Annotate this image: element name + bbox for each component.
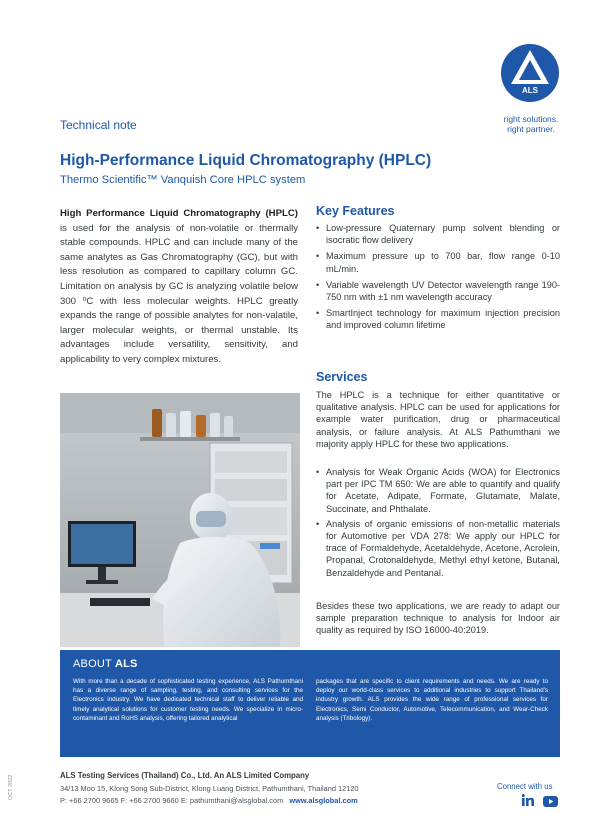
key-features-list xyxy=(316,222,560,335)
linkedin-icon[interactable] xyxy=(521,793,535,805)
connect-label: Connect with us xyxy=(497,782,553,791)
services-heading: Services xyxy=(316,370,368,384)
about-title-bold: ALS xyxy=(114,658,138,670)
tagline-line2: right partner. xyxy=(507,124,555,134)
services-list xyxy=(316,466,560,582)
footer-contacts xyxy=(60,796,358,805)
service-item: • Analysis of organic emissions of non-metallic materials for Automotive per VDA 278: We apply our HPLC for trace of Formaldehyde, Acetaldehyde, Acetone, Acrolein, Propanal, Crotonaldehyde, Methyl ethyl ketone, Butanal, Benzaldehyde and Pentanal. xyxy=(316,518,560,579)
intro-paragraph xyxy=(60,207,298,368)
page-title: High-Performance Liquid Chromatography (HPLC) xyxy=(60,152,432,169)
key-features-heading: Key Features xyxy=(316,204,395,218)
tagline xyxy=(492,114,570,134)
about-als-box xyxy=(60,650,560,757)
footer-contact-numbers: P: +66 2700 9665 F: +66 2700 9660 E: pathumthani@alsglobal.com xyxy=(60,796,284,805)
footer-address: 34/13 Moo 15, Klong Song Sub-District, Klong Luang District, Pathumthani, Thailand 12120 xyxy=(60,784,359,793)
document-date-code: OCT 2022 xyxy=(8,774,14,800)
lab-photo xyxy=(60,393,300,647)
footer-company: ALS Testing Services (Thailand) Co., Ltd. An ALS Limited Company xyxy=(60,771,310,780)
services-outro: Besides these two applications, we are ready to adapt our sample preparation technique to analysis for Indoor air quality as required by ISO 16000-40:2019. xyxy=(316,601,560,636)
svg-text:ALS: ALS xyxy=(522,86,538,95)
key-feature-item: • Variable wavelength UV Detector wavelength range 190-750 nm with ±1 nm wavelength accuracy xyxy=(316,279,560,304)
als-logo xyxy=(500,40,560,106)
tagline-line1: right solutions. xyxy=(503,114,559,124)
intro-text: is used for the analysis of non-volatile or thermally stable compounds. HPLC and can include many of the same analytes as Gas Chromatography (GC), but with less resolution as compared to capillary column GC. Limitation on analysis by GC is analyzing volatile below 300 ⁰C with less molecular weights. HPLC greatly expands the range of possible analytes for non-valatile, larger molecular weights, or thermal unstable. Its advantages include versatility, sensitivity, and applicability to very complex mixtures. xyxy=(60,222,298,365)
about-column-2: packages that are specific to client requirements and needs. We are ready to deploy our world-class services to additional industries to support Thailand's industry growth. ALS provides the wide range of professional services for Electronics, Semi Conductor, Automotive, Telecommunication, and Wear-Check analysis (Tribology). xyxy=(316,678,548,722)
youtube-icon[interactable] xyxy=(543,794,558,805)
technical-note-label: Technical note xyxy=(60,118,137,132)
services-intro: The HPLC is a technique for either quantitative or qualitative analysis. HPLC can be used for applications for example water purification, drug or pharmaceutical analysis, or failure analysis. At ALS Pathumthani we majority apply HPLC for these two applications. xyxy=(316,390,560,449)
about-column-1: With more than a decade of sophisticated testing experience, ALS Pathumthani has a diverse range of sampling, testing, and consulting services for the Electronics industry. We have dedicated technical staff to deliver reliable and timely analytical solutions for customer testing needs. We specialize in micro-contaminant and RoHS analysis, offering tailored analytical xyxy=(73,678,303,722)
service-item: • Analysis for Weak Organic Acids (WOA) for Electronics part per IPC TM 650: We are able to quantify and qualify for Acetate, Adipate, Formate, Glutamate, Malate, Succinate, and Phthalate. xyxy=(316,466,560,515)
key-feature-item: • SmartInject technology for maximum injection precision and improved column lifetime xyxy=(316,307,560,332)
about-title-prefix: ABOUT xyxy=(73,658,115,670)
key-feature-item: • Low-pressure Quaternary pump solvent blending or isocratic flow delivery xyxy=(316,222,560,247)
website-link[interactable]: www.alsglobal.com xyxy=(289,796,358,805)
page-subtitle: Thermo Scientific™ Vanquish Core HPLC system xyxy=(60,174,306,186)
about-title xyxy=(73,658,138,670)
key-feature-item: • Maximum pressure up to 700 bar, flow range 0-10 mL/min. xyxy=(316,250,560,275)
intro-bold-lead: High Performance Liquid Chromatography (HPLC) xyxy=(60,208,298,219)
